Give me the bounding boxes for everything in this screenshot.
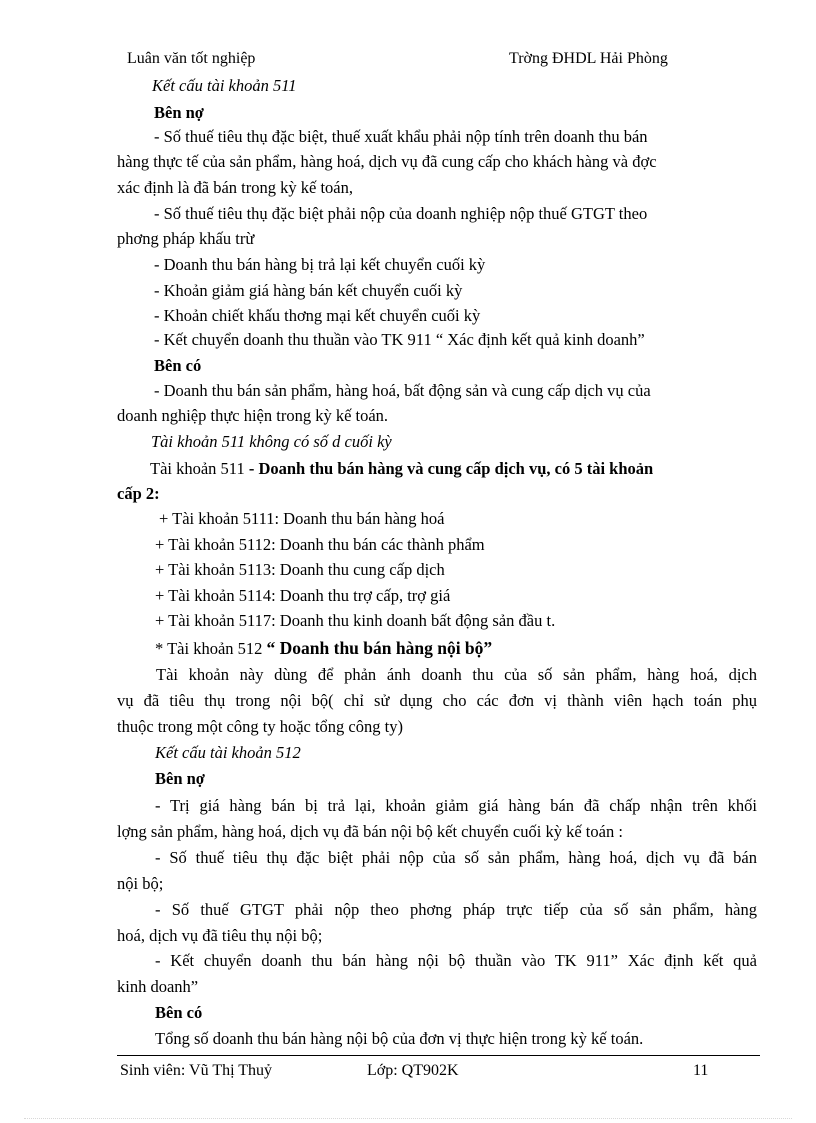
subheading-credit: Bên có <box>155 1003 203 1022</box>
paragraph-line: hoá, dịch vụ đã tiêu thụ nội bộ; <box>117 926 323 945</box>
subheading-debit: Bên nợ <box>155 769 205 788</box>
footer-divider <box>117 1055 760 1056</box>
section-heading-italic: Kết cấu tài khoản 511 <box>152 76 297 95</box>
list-item: - Khoản chiết khấu thơng mại kết chuyển cuối kỳ <box>154 306 481 325</box>
italic-note: Tài khoản 511 không có số d cuối kỳ <box>151 432 392 451</box>
paragraph-line: nội bộ; <box>117 874 164 893</box>
subheading-debit: Bên nợ <box>154 103 204 122</box>
paragraph-line: - Kết chuyển doanh thu bán hàng nội bộ thuần vào TK 911” Xác định kết quả <box>155 951 757 970</box>
list-item: + Tài khoản 5117: Doanh thu kinh doanh bất động sản đầu t. <box>155 611 556 630</box>
paragraph-line: - Số thuế tiêu thụ đặc biệt phải nộp của số sản phẩm, hàng hoá, dịch vụ đã bán <box>155 848 757 867</box>
account-title-bold: “ Doanh thu bán hàng nội bộ” <box>266 638 493 658</box>
list-item: + Tài khoản 5112: Doanh thu bán các thành phẩm <box>155 535 485 554</box>
subheading-credit: Bên có <box>154 356 202 375</box>
list-item: + Tài khoản 5113: Doanh thu cung cấp dịch <box>155 560 445 579</box>
paragraph-line: - Số thuế tiêu thụ đặc biệt phải nộp của doanh nghiệp nộp thuế GTGT theo <box>154 204 648 223</box>
account-label: Tài khoản 511 <box>150 459 249 478</box>
list-item: - Kết chuyển doanh thu thuần vào TK 911 “ Xác định kết quả kinh doanh” <box>154 330 645 349</box>
paragraph-line: - Số thuế GTGT phải nộp theo phơng pháp trực tiếp của số sản phẩm, hàng <box>155 900 757 919</box>
list-item: + Tài khoản 5111: Doanh thu bán hàng hoá <box>159 509 445 528</box>
list-item: - Doanh thu bán hàng bị trả lại kết chuyển cuối kỳ <box>154 255 486 274</box>
header-thesis-label: Luân văn tốt nghiệp <box>127 50 256 67</box>
section-heading-italic: Kết cấu tài khoản 512 <box>155 743 301 762</box>
paragraph-line: lợng sản phẩm, hàng hoá, dịch vụ đã bán nội bộ kết chuyển cuối kỳ kế toán : <box>117 822 623 841</box>
paragraph-line: Tổng số doanh thu bán hàng nội bộ của đơn vị thực hiện trong kỳ kế toán. <box>155 1029 644 1048</box>
page-number: 11 <box>693 1062 709 1079</box>
paragraph-line: - Số thuế tiêu thụ đặc biệt, thuế xuất khẩu phải nộp tính trên doanh thu bán <box>154 127 648 146</box>
paragraph-line: hàng thực tế của sản phẩm, hàng hoá, dịch vụ đã cung cấp cho khách hàng và đợc <box>117 152 657 171</box>
paragraph-line: xác định là đã bán trong kỳ kế toán, <box>117 178 353 197</box>
list-item: - Khoản giảm giá hàng bán kết chuyển cuối kỳ <box>154 281 463 300</box>
page-bottom-dotted-border <box>24 1118 792 1119</box>
list-item: + Tài khoản 5114: Doanh thu trợ cấp, trợ giá <box>155 586 451 605</box>
paragraph-line: Tài khoản này dùng để phản ánh doanh thu của số sản phẩm, hàng hoá, dịch <box>156 665 757 684</box>
paragraph-line <box>150 459 653 479</box>
header-university-label: Trờng ĐHDL Hải Phòng <box>509 50 668 67</box>
paragraph-line: - Doanh thu bán sản phẩm, hàng hoá, bất động sản và cung cấp dịch vụ của <box>154 381 651 400</box>
account-label: * Tài khoản 512 <box>155 639 267 658</box>
footer-class: Lớp: QT902K <box>367 1062 459 1079</box>
account-title-bold: - Doanh thu bán hàng và cung cấp dịch vụ, có 5 tài khoản <box>248 459 654 478</box>
paragraph-line: cấp 2: <box>117 484 160 503</box>
paragraph-line: doanh nghiệp thực hiện trong kỳ kế toán. <box>117 406 389 425</box>
paragraph-line: thuộc trong một công ty hoặc tổng công ty) <box>117 717 403 736</box>
paragraph-line: kinh doanh” <box>117 977 199 996</box>
paragraph-line: phơng pháp khấu trừ <box>117 229 255 248</box>
footer-student: Sinh viên: Vũ Thị Thuỷ <box>120 1062 273 1079</box>
paragraph-line <box>155 638 492 659</box>
paragraph-line: - Trị giá hàng bán bị trả lại, khoản giảm giá hàng bán đã chấp nhận trên khối <box>155 796 757 815</box>
paragraph-line: vụ đã tiêu thụ trong nội bộ( chỉ sử dụng cho các đơn vị thành viên hạch toán phụ <box>117 691 757 710</box>
